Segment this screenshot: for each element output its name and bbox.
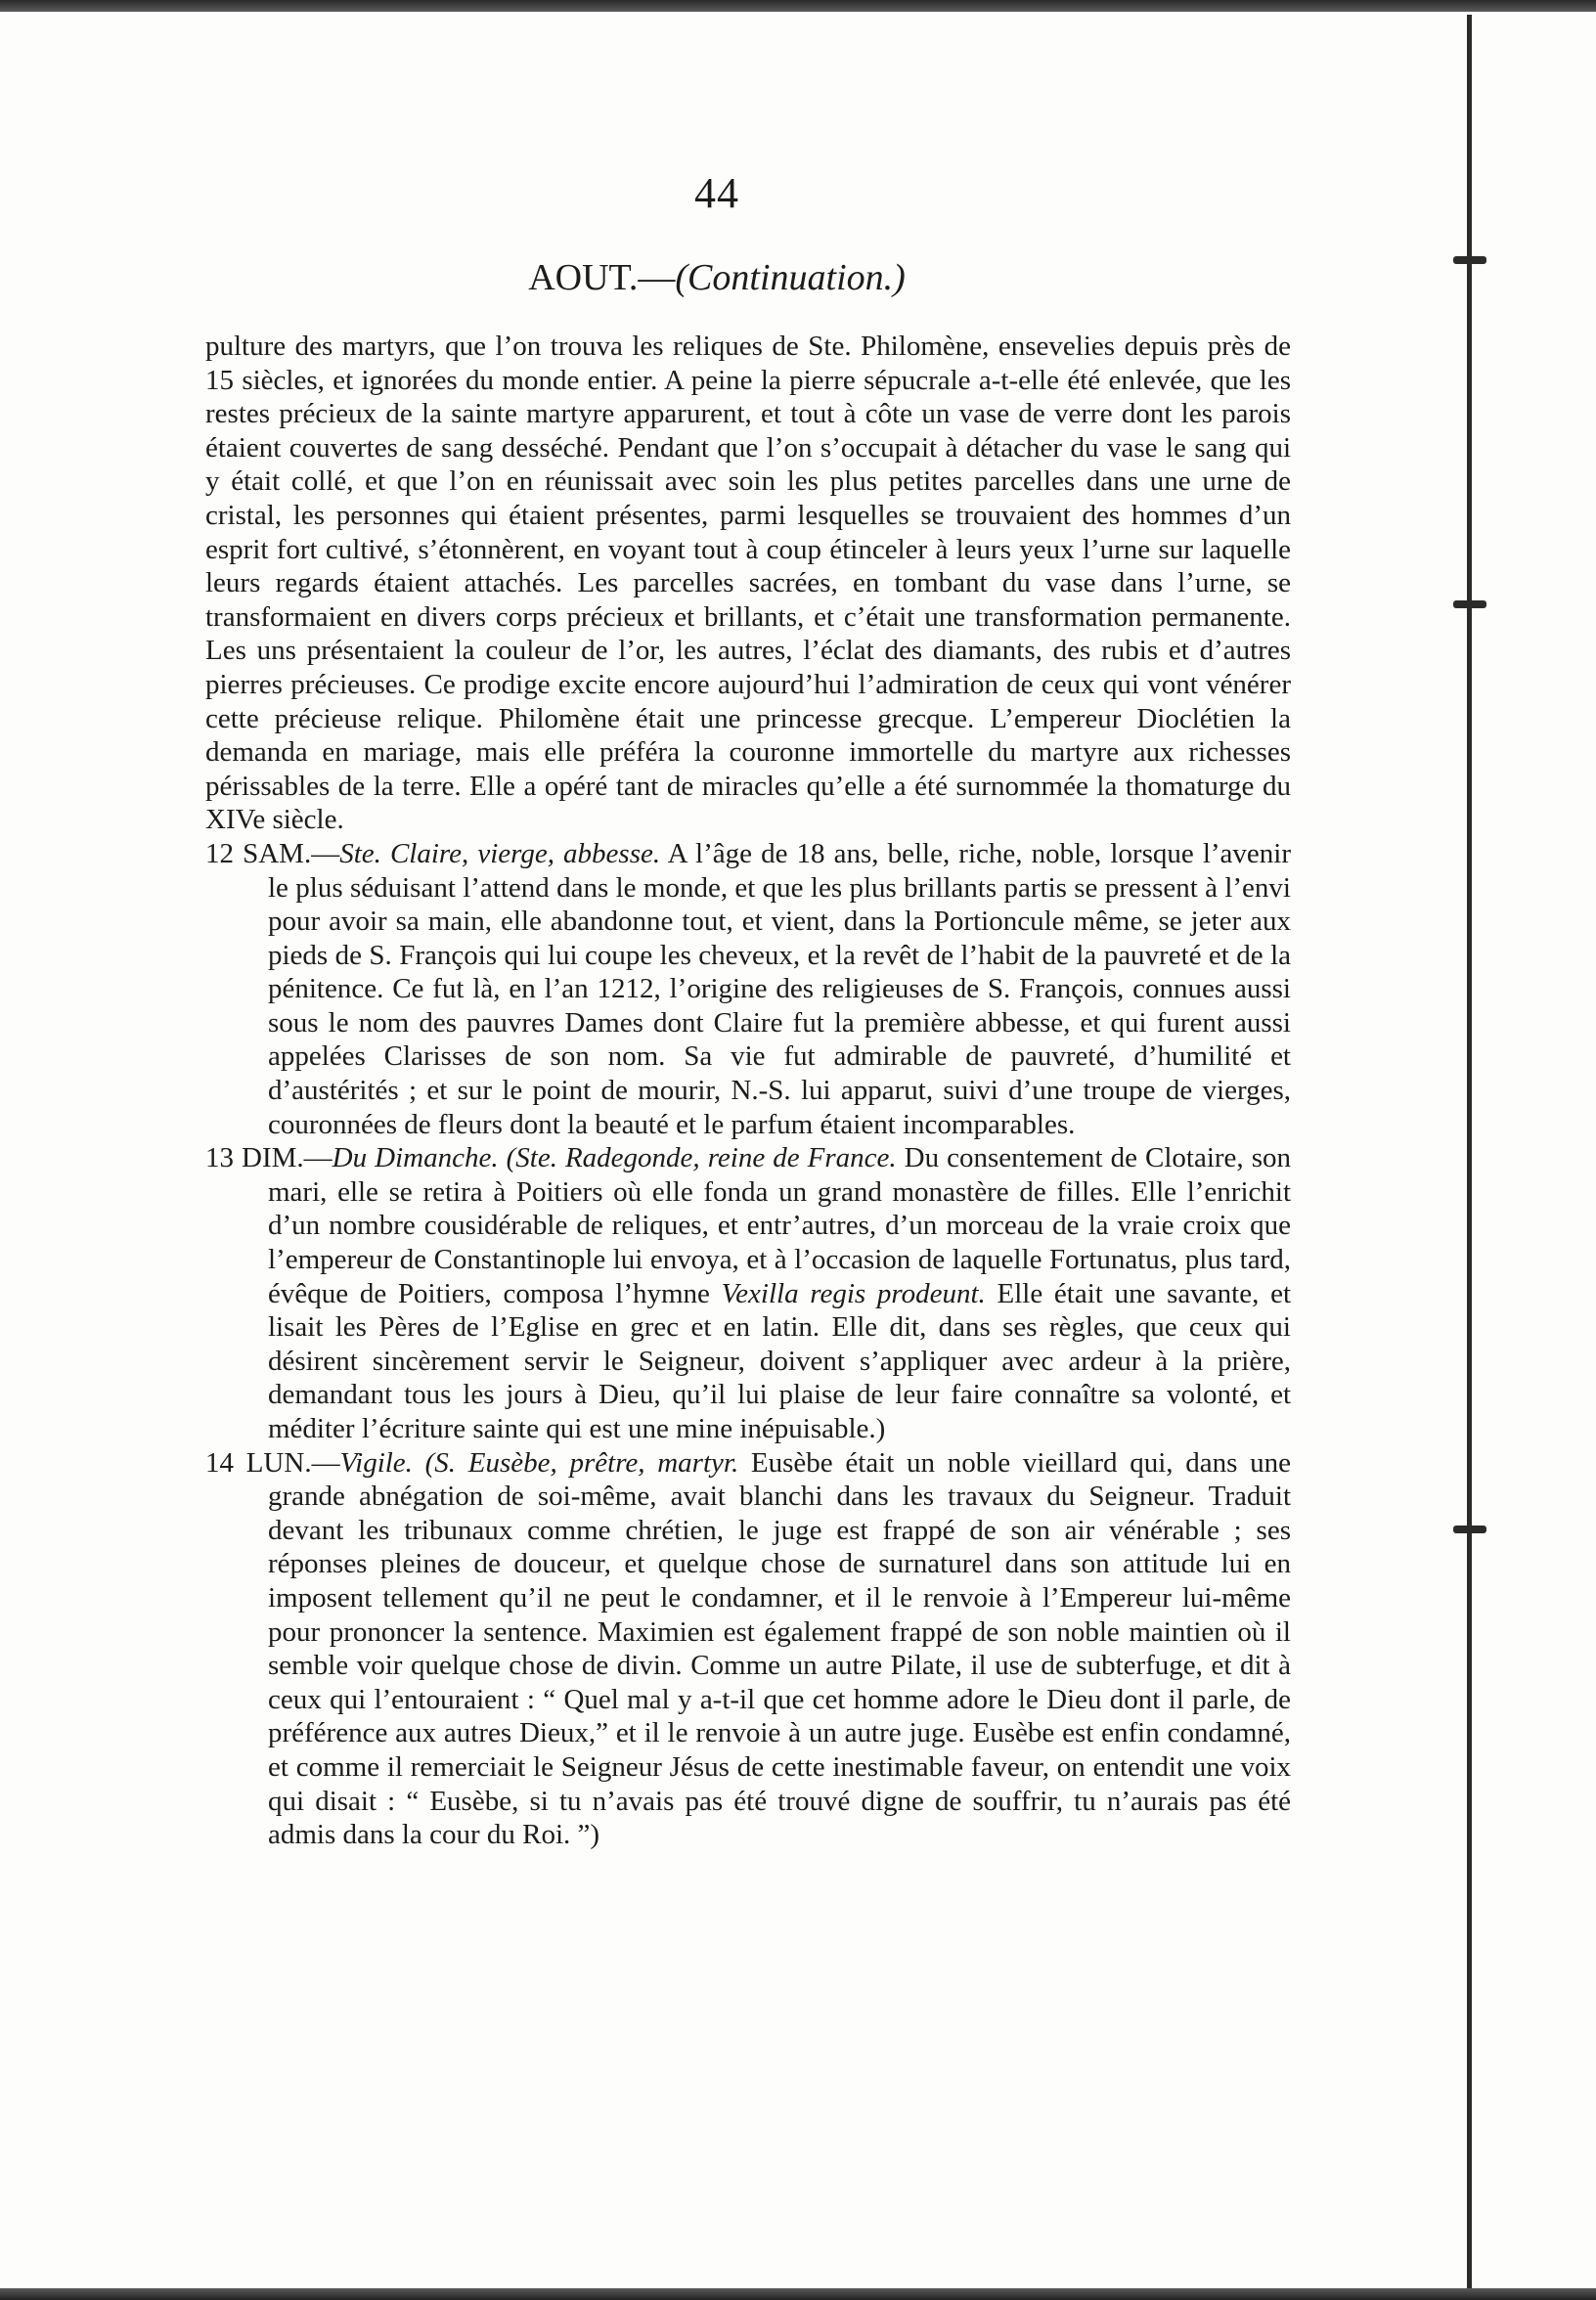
entry-day: 12 SAM.— <box>205 837 340 869</box>
page-number: 44 <box>694 169 739 217</box>
entry-14-lun <box>205 1446 1291 1852</box>
section-heading <box>0 256 1434 299</box>
entry-text: A l’âge de 18 ans, belle, riche, noble, lorsque l’avenir le plus séduisant l’attend dans le monde, et que les plus brillants partis se pressent à l’envi pour avoir sa main, elle abandonne tout, et vient, dans la Portioncule même, se jeter aux pieds de S. François qui lui coupe les cheveux, et la revêt de l’habit de la pauvreté et de la pénitence. Ce fut là, en l’an 1212, l’origine des religieuses de S. François, connues aussi sous le nom des pauvres Dames dont Claire fut la première abbesse, et qui furent aussi appelées Clarisses de son nom. Sa vie fut admirable de pauvreté, d’humilité et d’austérités ; et sur le point de mourir, N.-S. lui apparut, suivi d’une troupe de vierges, couronnées de fleurs dont la beauté et le parfum étaient incomparables. <box>268 837 1291 1140</box>
entry-saint: Ste. Claire, vierge, abbesse. <box>339 837 661 869</box>
entry-13-dim <box>205 1141 1291 1445</box>
entry-text: Du consentement de Clotaire, son mari, elle se retira à Poitiers où elle fonda un grand monastère de filles. Elle l’enrichit d’un nombre cousidérable de reliques, et entr’autres, d’un morceau de la vraie croix que l’empereur de Constantinople lui envoya, et à l’occasion de laquelle Fortunatus, plus tard, évêque de Poitiers, composa l’hymne <box>268 1142 1291 1309</box>
heading-month: AOUT.— <box>528 257 676 298</box>
binding-line <box>1467 15 1472 2288</box>
entry-12-sam <box>205 837 1291 1141</box>
heading-continuation: (Continuation.) <box>675 257 906 298</box>
entry-saint: Vigile. (S. Eusèbe, prêtre, martyr. <box>339 1446 739 1479</box>
scan-top-edge <box>0 0 1596 12</box>
scan-bottom-edge <box>0 2288 1596 2300</box>
intro-paragraph: pulture des martyrs, que l’on trouva les reliques de Ste. Philomène, ensevelies depuis près de 15 siècles, et ignorées du monde entier. A peine la pierre sépucrale a-t-elle été enlevée, que les restes précieux de la sainte martyre apparurent, et tout à côte un vase de verre dont les parois étaient couvertes de sang desséché. Pendant que l’on s’occupait à détacher du vase le sang qui y était collé, et que l’on en réunissait avec soin les plus petites parcelles dans une urne de cristal, les personnes qui étaient présentes, parmi lesquelles se trouvaient des hommes d’un esprit fort cultivé, s’étonnèrent, en voyant tout à coup étinceler à leurs yeux l’urne sur laquelle leurs regards étaient attachés. Les parcelles sacrées, en tombant du vase dans l’urne, se transformaient en divers corps précieux et brillants, et c’était une transformation permanente. Les uns présentaient la couleur de l’or, les autres, l’éclat des diamants, des rubis et d’autres pierres précieuses. Ce prodige excite encore aujourd’hui l’admiration de ceux qui vont vénérer cette précieuse relique. Philomène était une princesse grecque. L’empereur Dioclétien la demanda en mariage, mais elle préféra la couronne immortelle du martyre aux richesses périssables de la terre. Elle a opéré tant de miracles qu’elle a été surnommée la thomaturge du XIVe siècle. <box>205 331 1291 836</box>
entry-saint: Du Dimanche. (Ste. Radegonde, reine de France. <box>332 1142 897 1174</box>
page-body <box>205 330 1291 1852</box>
binding-mark <box>1453 256 1486 264</box>
entry-day: 14 LUN.— <box>205 1446 340 1479</box>
entry-text-continued: Elle était une savante, et lisait les Pères de l’Eglise en grec et en latin. Elle dit, dans ses règles, que ceux qui désirent sincèrement servir le Seigneur, doivent s’appliquer avec ardeur à la prière, demandant tous les jours à Dieu, qu’il lui plaise de leur faire connaître sa volonté, et méditer l’écriture sainte qui est une mine inépuisable.) <box>268 1277 1291 1444</box>
binding-mark <box>1453 1526 1486 1533</box>
entry-hymn-title: Vexilla regis prodeunt. <box>721 1277 986 1309</box>
entry-text: Eusèbe était un noble vieillard qui, dans une grande abnégation de soi-même, avait blanchi dans les travaux du Seigneur. Traduit devant les tribunaux comme chrétien, le juge est frappé de son air vénérable ; ses réponses pleines de douceur, et quelque chose de surnaturel dans son attitude lui en imposent tellement qu’il ne peut le condamner, et il le renvoie à l’Empereur lui-même pour prononcer la sentence. Maximien est également frappé de son noble maintien où il semble voir quelque chose de divin. Comme un autre Pilate, il use de subterfuge, et dit à ceux qui l’entouraient : “ Quel mal y a-t-il que cet homme adore le Dieu dont il parle, de préférence aux autres Dieux,” et il le renvoie à un autre juge. Eusèbe est enfin condamné, et comme il remerciait le Seigneur Jésus de cette inestimable faveur, on entendit une voix qui disait : “ Eusèbe, si tu n’avais pas été trouvé digne de souffrir, tu n’aurais pas été admis dans la cour du Roi. ”) <box>268 1446 1291 1851</box>
binding-mark <box>1453 600 1486 608</box>
entry-day: 13 DIM.— <box>205 1142 332 1174</box>
